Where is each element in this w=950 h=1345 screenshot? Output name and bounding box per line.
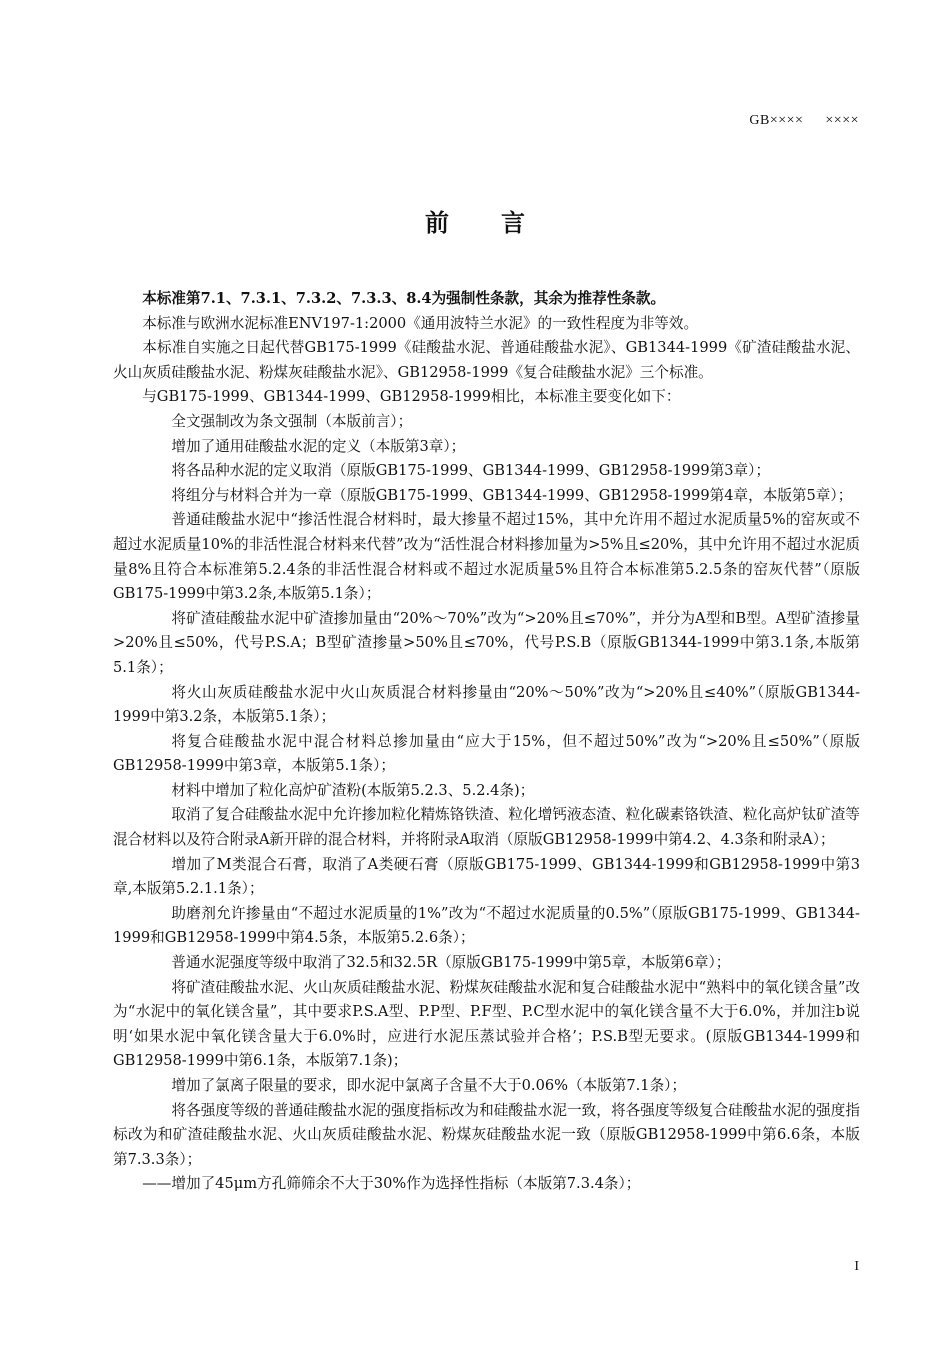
page-title: 前言 xyxy=(425,208,577,237)
change-item: 将组分与材料合并为一章（原版GB175-1999、GB1344-1999、GB12958-1999第4章，本版第5章）； xyxy=(171,486,853,504)
change-item: 材料中增加了粒化高炉矿渣粉(本版第5.2.3、5.2.4条)； xyxy=(171,781,535,799)
replacement-statement: 本标准自实施之日起代替GB175-1999《硅酸盐水泥、普通硅酸盐水泥》、GB1344-1999《矿渣硅酸盐水泥、火山灰质硅酸盐水泥、粉煤灰硅酸盐水泥》、GB12958-1999《复合硅酸盐水泥》三个标准。 xyxy=(113,339,860,381)
change-item: 助磨剂允许掺量由“不超过水泥质量的1%”改为“不超过水泥质量的0.5%”（原版GB175-1999、GB1344-1999和GB12958-1999中第4.5条，本版第5.2.6条）； xyxy=(113,904,860,947)
change-item: 增加了氯离子限量的要求，即水泥中氯离子含量不大于0.06%（本版第7.1条）； xyxy=(171,1077,687,1094)
change-item: 将复合硅酸盐水泥中混合材料总掺加量由“应大于15%，但不超过50%”改为“>20%且≤50%”（原版GB12958-1999中第3章，本版第5.1条）； xyxy=(113,732,860,775)
page-number: I xyxy=(854,1259,859,1274)
change-item: 增加了M类混合石膏，取消了A类硬石膏（原版GB175-1999、GB1344-1999和GB12958-1999中第3章,本版第5.2.1.1条）； xyxy=(113,855,860,898)
document-code-prefix: GB×××× xyxy=(749,113,804,128)
change-item: 将矿渣硅酸盐水泥中矿渣掺加量由“20%～70%”改为“>20%且≤70%”，并分为A型和B型。A型矿渣掺量>20%且≤50%，代号P.S.A；B型矿渣掺量>50%且≤70%，代号P.S.B（原版GB1344-1999中第3.1条,本版第5.1条）； xyxy=(113,609,860,676)
mandatory-clauses-statement: 本标准第7.1、7.3.1、7.3.2、7.3.3、8.4为强制性条款，其余为推荐性条款。 xyxy=(142,290,666,307)
document-code-number: ×××× xyxy=(825,113,859,128)
document-code xyxy=(749,113,859,129)
consistency-statement: 本标准与欧洲水泥标准ENV197-1:2000《通用波特兰水泥》的一致性程度为非等效。 xyxy=(142,314,699,332)
change-item: 将火山灰质硅酸盐水泥中火山灰质混合材料掺量由“20%～50%”改为“>20%且≤40%”（原版GB1344-1999中第3.2条，本版第5.1条）； xyxy=(113,683,860,726)
change-item: 将各强度等级的普通硅酸盐水泥的强度指标改为和硅酸盐水泥一致，将各强度等级复合硅酸盐水泥的强度指标改为和矿渣硅酸盐水泥、火山灰质硅酸盐水泥、粉煤灰硅酸盐水泥一致（原版GB12958-1999中第6.6条，本版第7.3.3条）； xyxy=(113,1101,860,1168)
change-item: 将各品种水泥的定义取消（原版GB175-1999、GB1344-1999、GB12958-1999第3章）； xyxy=(171,462,771,480)
changes-intro: 与GB175-1999、GB1344-1999、GB12958-1999相比，本标准主要变化如下： xyxy=(142,388,681,406)
change-item: 全文强制改为条文强制（本版前言）； xyxy=(171,412,413,430)
change-item: 取消了复合硅酸盐水泥中允许掺加粒化精炼铬铁渣、粒化增钙液态渣、粒化碳素铬铁渣、粒化高炉钛矿渣等混合材料以及符合附录A新开辟的混合材料，并将附录A取消（原版GB12958-1999中第4.2、4.3条和附录A）； xyxy=(113,806,860,849)
change-item: 增加了通用硅酸盐水泥的定义（本版第3章）； xyxy=(171,437,466,455)
change-item-dash: ——增加了45μm方孔筛筛余不大于30%作为选择性指标（本版第7.3.4条）； xyxy=(142,1175,641,1193)
foreword-body xyxy=(113,287,860,1197)
change-item: 将矿渣硅酸盐水泥、火山灰质硅酸盐水泥、粉煤灰硅酸盐水泥和复合硅酸盐水泥中“熟料中的氧化镁含量”改为“水泥中的氧化镁含量”，其中要求P.S.A型、P.P型、P.F型、P.C型水泥中的氧化镁含量不大于6.0%，并加注b说明‘如果水泥中氧化镁含量大于6.0%时，应进行水泥压蒸试验并合格’；P.S.B型无要求。(原版GB1344-1999和GB12958-1999中第6.1条，本版第7.1条)； xyxy=(113,978,860,1070)
change-item: 普通水泥强度等级中取消了32.5和32.5R（原版GB175-1999中第5章，本版第6章）； xyxy=(171,954,731,972)
change-item: 普通硅酸盐水泥中“掺活性混合材料时，最大掺量不超过15%，其中允许用不超过水泥质量5%的窑灰或不超过水泥质量10%的非活性混合材料来代替”改为“活性混合材料掺加量为>5%且≤20%，其中允许用不超过水泥质量8%且符合本标准第5.2.4条的非活性混合材料或不超过水泥质量5%且符合本标准第5.2.5条的窑灰代替”（原版GB175-1999中第3.2条,本版第5.1条）； xyxy=(113,511,860,603)
